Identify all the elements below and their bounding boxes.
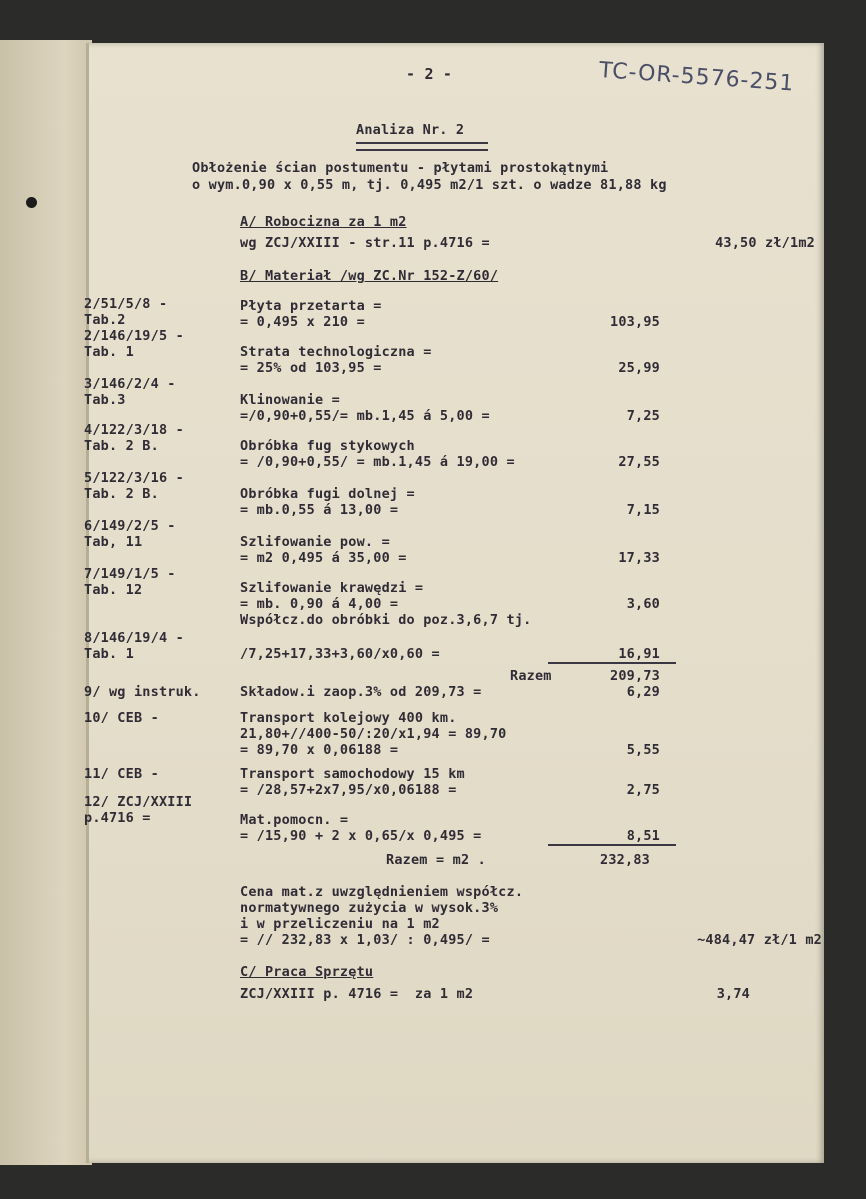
razem-2-value: 232,83 xyxy=(600,852,650,868)
item-1-line-1: Płyta przetarta = xyxy=(240,298,382,314)
transport-rail-line-3: = 89,70 x 0,06188 = xyxy=(240,742,399,758)
ref-12: 12/ ZCJ/XXIII xyxy=(84,794,193,810)
transport-road-line-2: = /28,57+2x7,95/x0,06188 = xyxy=(240,782,457,798)
section-c-heading: C/ Praca Sprzętu xyxy=(240,964,374,980)
razem-1-value: 209,73 xyxy=(610,668,660,684)
document-title: Analiza Nr. 2 xyxy=(356,122,465,138)
section-c-value: 3,74 xyxy=(716,986,750,1002)
ref-4-tab: Tab. 2 B. xyxy=(84,438,159,454)
page-number: - 2 - xyxy=(406,65,453,83)
item-4-line-1: Obróbka fug stykowych xyxy=(240,438,415,454)
item-2-line-2: = 25% od 103,95 = xyxy=(240,360,382,376)
transport-road-value: 2,75 xyxy=(626,782,660,798)
ref-2: 2/146/19/5 - xyxy=(84,328,184,344)
item-3-line-2: =/0,90+0,55/= mb.1,45 á 5,00 = xyxy=(240,408,490,424)
item-5-value: 7,15 xyxy=(626,502,660,518)
section-a-value: 43,50 zł/1m2 xyxy=(715,235,815,251)
ref-7: 7/149/1/5 - xyxy=(84,566,176,582)
coef-line-1: Współcz.do obróbki do poz.3,6,7 tj. xyxy=(240,612,532,628)
skladowanie-line: Składow.i zaop.3% od 209,73 = xyxy=(240,684,482,700)
section-a-heading: A/ Robocizna za 1 m2 xyxy=(240,214,407,230)
transport-rail-line-1: Transport kolejowy 400 km. xyxy=(240,710,457,726)
transport-rail-line-2: 21,80+//400-50/:20/x1,94 = 89,70 xyxy=(240,726,507,742)
item-1-line-2: = 0,495 x 210 = xyxy=(240,314,365,330)
cena-line-4: = // 232,83 x 1,03/ : 0,495/ = xyxy=(240,932,490,948)
ref-10: 10/ CEB - xyxy=(84,710,159,726)
transport-rail-value: 5,55 xyxy=(626,742,660,758)
ref-9: 9/ wg instruk. xyxy=(84,684,201,700)
ref-11: 11/ CEB - xyxy=(84,766,159,782)
item-3-line-1: Klinowanie = xyxy=(240,392,340,408)
mat-pom-line-1: Mat.pomocn. = xyxy=(240,812,349,828)
ref-3-tab: Tab.3 xyxy=(84,392,126,408)
razem-1-label: Razem xyxy=(510,668,552,684)
mat-pom-value: 8,51 xyxy=(626,828,660,844)
ref-8-tab: Tab. 1 xyxy=(84,646,134,662)
ref-12-p: p.4716 = xyxy=(84,810,151,826)
item-2-value: 25,99 xyxy=(618,360,660,376)
mat-pom-line-2: = /15,90 + 2 x 0,65/x 0,495 = xyxy=(240,828,482,844)
ref-7-tab: Tab. 12 xyxy=(84,582,143,598)
razem-2-label: Razem = m2 . xyxy=(386,852,486,868)
item-4-value: 27,55 xyxy=(618,454,660,470)
cena-line-2: normatywnego zużycia w wysok.3% xyxy=(240,900,499,916)
ref-5: 5/122/3/16 - xyxy=(84,470,184,486)
cena-line-1: Cena mat.z uwzględnieniem współcz. xyxy=(240,884,524,900)
transport-road-line-1: Transport samochodowy 15 km xyxy=(240,766,465,782)
ref-8: 8/146/19/4 - xyxy=(84,630,184,646)
handwritten-reference: TC-OR-5576-251 xyxy=(598,58,796,97)
item-6-line-2: = m2 0,495 á 35,00 = xyxy=(240,550,407,566)
cena-value: ~484,47 zł/1 m2 xyxy=(697,932,822,948)
title-double-underline xyxy=(356,142,488,151)
sum-rule-1 xyxy=(548,662,676,664)
ref-5-tab: Tab. 2 B. xyxy=(84,486,159,502)
coef-line-2: /7,25+17,33+3,60/x0,60 = xyxy=(240,646,440,662)
page-spine xyxy=(86,43,89,1163)
item-5-line-1: Obróbka fugi dolnej = xyxy=(240,486,415,502)
ref-1: 2/51/5/8 - xyxy=(84,296,168,312)
ink-dot xyxy=(26,197,37,208)
item-2-line-1: Strata technologiczna = xyxy=(240,344,432,360)
ref-1-tab: Tab.2 xyxy=(84,312,126,328)
item-1-value: 103,95 xyxy=(610,314,660,330)
subtitle-line-1: Obłożenie ścian postumentu - płytami prostokątnymi xyxy=(192,160,609,176)
cena-line-3: i w przeliczeniu na 1 m2 xyxy=(240,916,440,932)
coef-value: 16,91 xyxy=(618,646,660,662)
section-a-line: wg ZCJ/XXIII - str.11 p.4716 = xyxy=(240,235,490,251)
subtitle-line-2: o wym.0,90 x 0,55 m, tj. 0,495 m2/1 szt. o wadze 81,88 kg xyxy=(192,177,667,193)
section-b-heading: B/ Materiał /wg ZC.Nr 152-Z/60/ xyxy=(240,268,499,284)
sum-rule-2 xyxy=(548,844,676,846)
ref-6: 6/149/2/5 - xyxy=(84,518,176,534)
item-7-line-1: Szlifowanie krawędzi = xyxy=(240,580,424,596)
item-7-line-2: = mb. 0,90 á 4,00 = xyxy=(240,596,399,612)
ref-2-tab: Tab. 1 xyxy=(84,344,134,360)
ref-6-tab: Tab, 11 xyxy=(84,534,143,550)
item-3-value: 7,25 xyxy=(626,408,660,424)
item-6-line-1: Szlifowanie pow. = xyxy=(240,534,390,550)
item-5-line-2: = mb.0,55 á 13,00 = xyxy=(240,502,399,518)
item-7-value: 3,60 xyxy=(626,596,660,612)
item-6-value: 17,33 xyxy=(618,550,660,566)
item-4-line-2: = /0,90+0,55/ = mb.1,45 á 19,00 = xyxy=(240,454,515,470)
previous-page-edge xyxy=(0,40,92,1165)
skladowanie-value: 6,29 xyxy=(626,684,660,700)
ref-3: 3/146/2/4 - xyxy=(84,376,176,392)
section-c-line: ZCJ/XXIII p. 4716 = za 1 m2 xyxy=(240,986,474,1002)
ref-4: 4/122/3/18 - xyxy=(84,422,184,438)
